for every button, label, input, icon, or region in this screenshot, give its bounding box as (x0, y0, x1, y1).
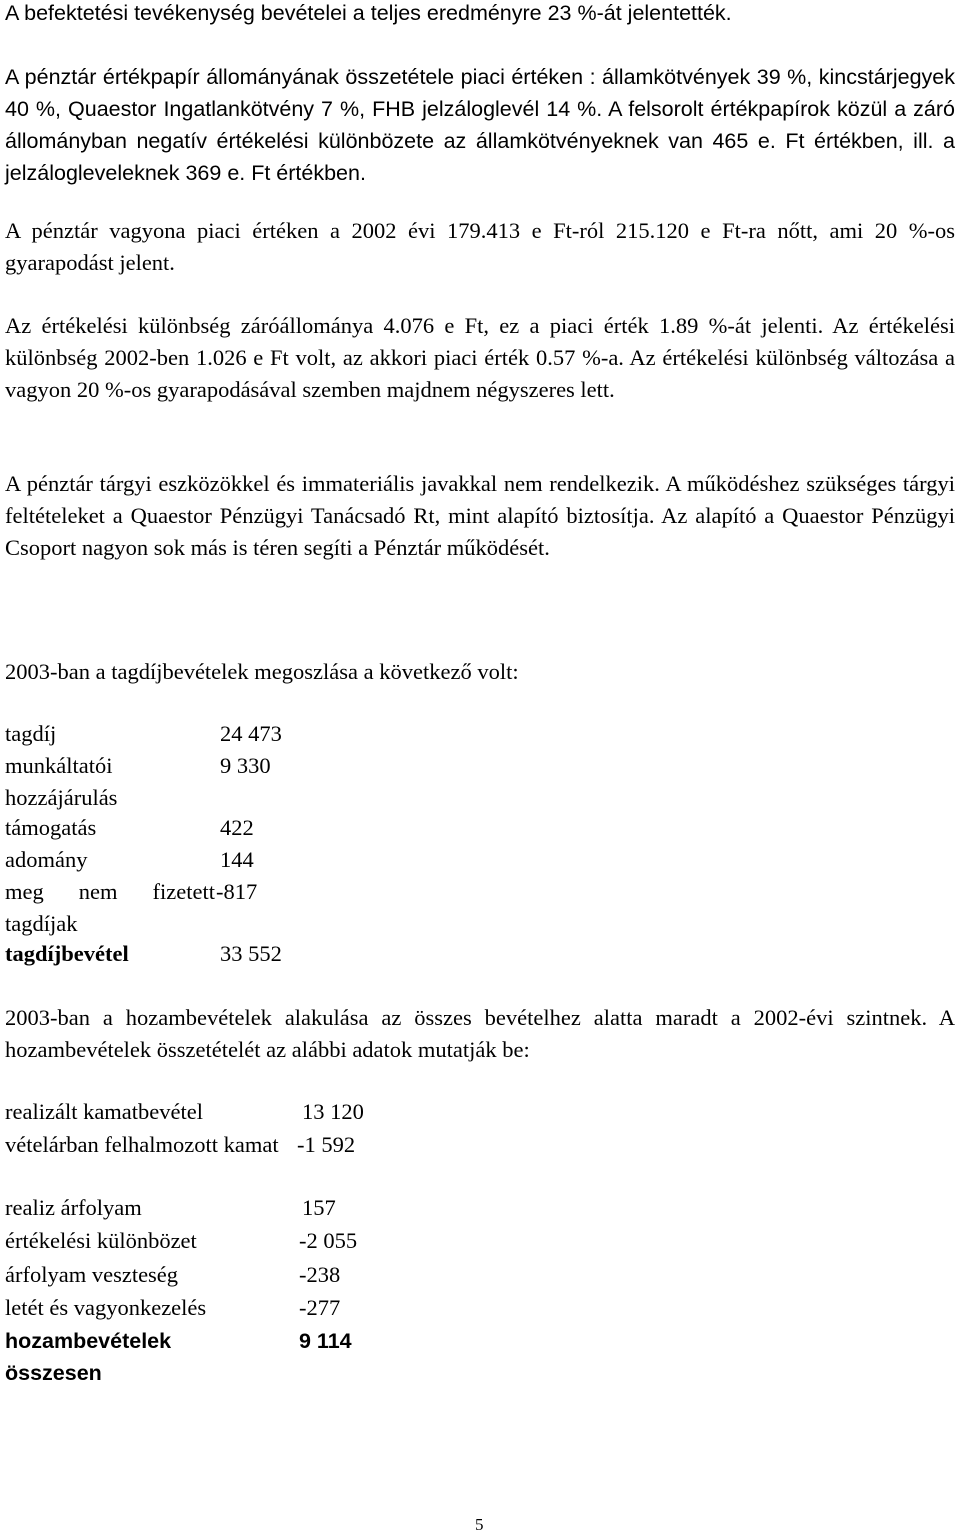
table-row-value: 144 (220, 847, 254, 872)
table-row-label: realizált kamatbevétel (5, 1099, 204, 1124)
table-row-label: támogatás (5, 815, 97, 840)
paragraph-valuation-difference: Az értékelési különbség záróállománya 4.076 e Ft, ez a piaci érték 1.89 %-át jelenti. Az értékelési különbség 2002-ben 1.026 e Ft volt, az akkori piaci érték 0.57 %-a. Az értékelési különbség változása a vagyon 20 %-os gyarapodásával szemben majdnem négyszeres lett. (5, 313, 955, 402)
paragraph-yield-income: 2003-ban a hozambevételek alakulása az összes bevételhez alatta maradt a 2002-évi szintnek. A hozambevételek összetételét az alábbi adatok mutatják be: (5, 1005, 955, 1062)
page-number: 5 (475, 1515, 484, 1534)
table-row-label: letét és vagyonkezelés (5, 1295, 207, 1320)
paragraph-fixed-assets: A pénztár tárgyi eszközökkel és immateriális javakkal nem rendelkezik. A működéshez szükséges tárgyi feltételeket a Quaestor Pénzügyi Tanácsadó Rt, mint alapító biztosítja. Az alapító a Quaestor Pénzügyi Csoport nagyon sok más is téren segíti a Pénztár működését. (5, 471, 955, 560)
paragraph-securities-composition: A pénztár értékpapír állományának összetétele piaci értéken : államkötvények 39 %, kincstárjegyek 40 %, Quaestor Ingatlankötvény 7 %, FHB jelzáloglevél 14 %. A felsorolt értékpapírok közül a záró állományban negatív értékelési különbözete az államkötvényeknek van 465 e. Ft értékben, ill. a jelzálogleveleknek 369 e. Ft értékben. (5, 65, 955, 185)
table-total-value: 33 552 (220, 941, 282, 966)
paragraph-fee-income-heading: 2003-ban a tagdíjbevételek megoszlása a következő volt: (5, 659, 519, 684)
table-row-value: -1 592 (297, 1132, 356, 1157)
table-row-label: adomány (5, 847, 88, 872)
table-total-label: hozambevételek összesen (5, 1329, 172, 1385)
table-row-value: 157 (302, 1195, 336, 1220)
table-row-label: vételárban felhalmozott kamat (5, 1132, 279, 1157)
table-row-label: realiz árfolyam (5, 1195, 142, 1220)
paragraph-investment-income: A befektetési tevékenység bevételei a teljes eredményre 23 %-át jelentették. (5, 1, 732, 25)
table-row-value: 9 330 (220, 753, 271, 778)
table-row-label: meg nem fizetett tagdíjak (5, 879, 215, 936)
table-row-label: tagdíj (5, 721, 57, 746)
table-row-value: -2 055 (299, 1228, 358, 1253)
table-total-label: tagdíjbevétel (5, 941, 129, 966)
table-row-label: árfolyam veszteség (5, 1262, 179, 1287)
table-row-label: értékelési különbözet (5, 1228, 197, 1253)
paragraph-fund-assets: A pénztár vagyona piaci értéken a 2002 évi 179.413 e Ft-ról 215.120 e Ft-ra nőtt, ami 20 %-os gyarapodást jelent. (5, 218, 955, 275)
table-row-value: 13 120 (302, 1099, 364, 1124)
table-row-value: -817 (216, 879, 258, 904)
table-total-value: 9 114 (299, 1329, 352, 1353)
table-row-value: -238 (299, 1262, 341, 1287)
table-row-label: munkáltatói hozzájárulás (5, 753, 118, 810)
table-row-value: 422 (220, 815, 254, 840)
table-row-value: 24 473 (220, 721, 282, 746)
table-row-value: -277 (299, 1295, 341, 1320)
